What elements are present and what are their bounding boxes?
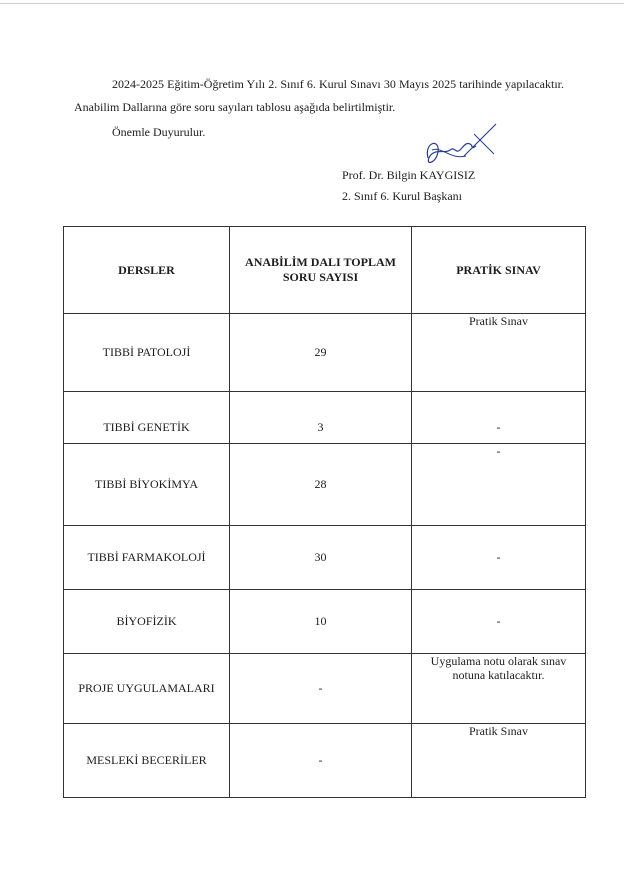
course-cell: PROJE UYGULAMALARI bbox=[64, 654, 230, 724]
count-value: 3 bbox=[317, 420, 324, 434]
count-cell: - bbox=[230, 724, 412, 798]
course-cell bbox=[64, 392, 230, 444]
signatory-title: 2. Sınıf 6. Kurul Başkanı bbox=[342, 189, 462, 203]
header-question-count: ANABİLİM DALI TOPLAM SORU SAYISI bbox=[230, 227, 412, 314]
signatory-name: Prof. Dr. Bilgin KAYGISIZ bbox=[342, 168, 476, 182]
count-cell: 28 bbox=[230, 444, 412, 526]
practical-cell: - bbox=[412, 444, 586, 526]
header-practical-exam: PRATİK SINAV bbox=[412, 227, 586, 314]
count-cell bbox=[230, 392, 412, 444]
course-cell: TIBBİ FARMAKOLOJİ bbox=[64, 526, 230, 590]
count-cell: 29 bbox=[230, 314, 412, 392]
course-cell: BİYOFİZİK bbox=[64, 590, 230, 654]
count-cell: 10 bbox=[230, 590, 412, 654]
table-row bbox=[64, 654, 586, 724]
practical-cell: Pratik Sınav bbox=[412, 314, 586, 392]
practical-cell: - bbox=[412, 590, 586, 654]
course-label: TIBBİ GENETİK bbox=[103, 420, 190, 434]
scan-edge-line bbox=[0, 3, 624, 4]
course-cell: MESLEKİ BECERİLER bbox=[64, 724, 230, 798]
header-courses: DERSLER bbox=[64, 227, 230, 314]
table-row bbox=[64, 526, 586, 590]
practical-value: - bbox=[496, 420, 501, 434]
exam-question-table bbox=[63, 226, 586, 798]
table-header-row bbox=[64, 227, 586, 314]
handwritten-signature bbox=[420, 120, 500, 172]
count-cell: 30 bbox=[230, 526, 412, 590]
count-cell: - bbox=[230, 654, 412, 724]
announcement-closing: Önemle Duyurulur. bbox=[112, 125, 206, 139]
practical-cell: Uygulama notu olarak sınav notuna katılacaktır. bbox=[412, 654, 586, 724]
practical-cell bbox=[412, 392, 586, 444]
table-row bbox=[64, 590, 586, 654]
course-cell: TIBBİ BİYOKİMYA bbox=[64, 444, 230, 526]
practical-cell: Pratik Sınav bbox=[412, 724, 586, 798]
announcement-paragraph: 2024-2025 Eğitim-Öğretim Yılı 2. Sınıf 6. Kurul Sınavı 30 Mayıs 2025 tarihinde yapılacaktır. Anabilim Dallarına göre soru sayıları tablosu aşağıda belirtilmiştir. bbox=[74, 77, 564, 114]
practical-cell: - bbox=[412, 526, 586, 590]
table-row bbox=[64, 444, 586, 526]
table-row bbox=[64, 724, 586, 798]
course-cell: TIBBİ PATOLOJİ bbox=[64, 314, 230, 392]
table-row bbox=[64, 392, 586, 444]
table-row bbox=[64, 314, 586, 392]
